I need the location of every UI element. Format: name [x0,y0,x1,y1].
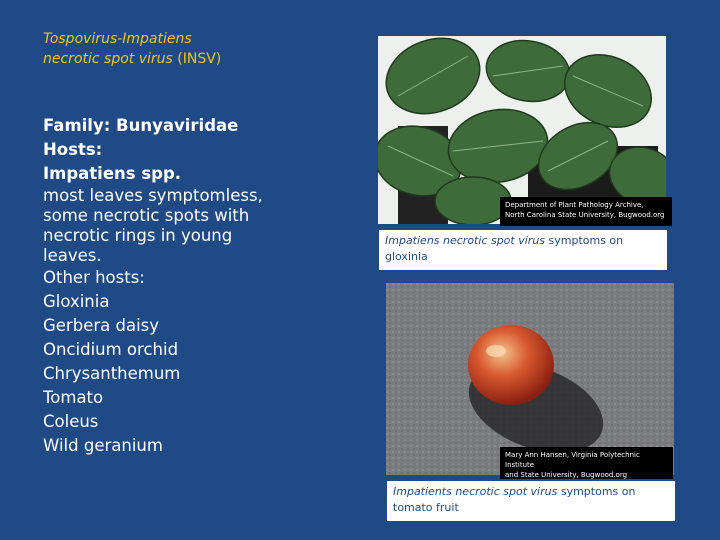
body-text [43,114,333,458]
title-italic-line2: necrotic spot virus [43,51,173,67]
photo-credit [500,197,672,226]
host-item: Wild geranium [43,436,163,455]
symptoms-line: most leaves symptomless, [43,186,263,205]
gloxinia-photo [378,36,666,224]
host-item: Coleus [43,412,99,431]
photo-caption [386,480,676,522]
symptoms-line: necrotic rings in young [43,226,233,245]
symptoms-line: some necrotic spots with [43,206,250,225]
title-abbrev: (INSV) [172,51,222,67]
host-item: Tomato [43,388,104,407]
hosts-label: Hosts: [43,140,103,159]
credit-line: and State University, Bugwood.org [505,471,628,479]
other-hosts-label: Other hosts: [43,268,145,287]
slide-title [43,29,343,69]
hosts-main: Impatiens spp. [43,164,182,183]
caption-text: symptoms on gloxinia [385,234,624,263]
host-item: Gerbera daisy [43,316,160,335]
caption-italic: Impatiens necrotic spot virus [385,234,546,247]
title-italic-line1: Tospovirus-Impatiens [43,31,192,47]
symptoms-line: leaves. [43,246,102,265]
host-item: Oncidium orchid [43,340,179,359]
host-item: Gloxinia [43,292,110,311]
credit-line: Department of Plant Pathology Archive, [505,201,644,209]
photo-caption [378,229,668,271]
family-line: Family: Bunyaviridae [43,116,239,135]
caption-text: symptoms on tomato fruit [393,485,636,514]
caption-italic: Impatients necrotic spot virus [393,485,558,498]
host-item: Chrysanthemum [43,364,181,383]
photo-credit [500,447,673,479]
credit-line: Mary Ann Hansen, Virginia Polytechnic Institute [505,451,640,469]
credit-line: North Carolina State University, Bugwood.org [505,211,665,219]
